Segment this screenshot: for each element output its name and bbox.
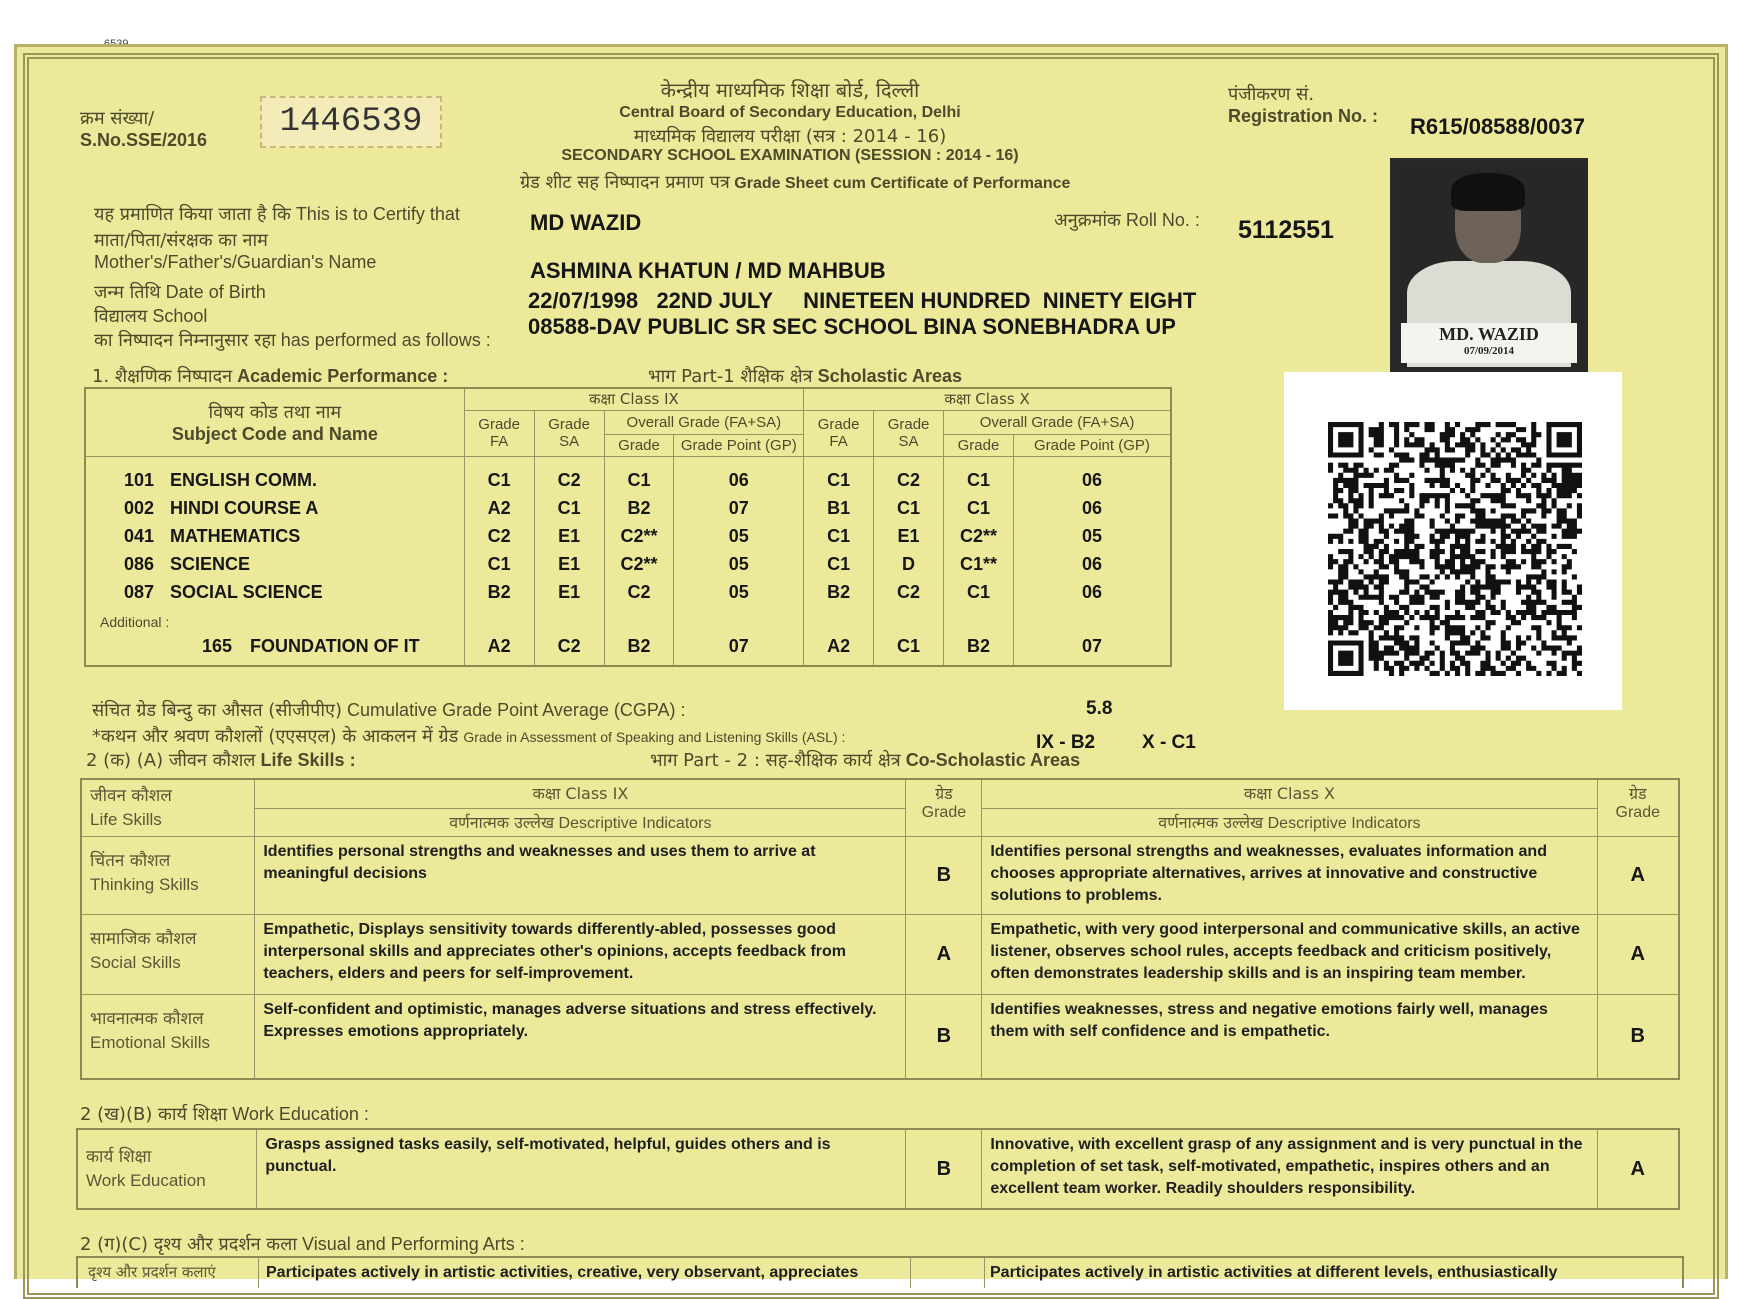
class-x-grade-sa: C1 bbox=[874, 494, 944, 522]
class-ix-grade-sa: C2 bbox=[534, 466, 604, 494]
life-class-ix-header: कक्षा Class IX bbox=[255, 779, 906, 808]
subject-name: HINDI COURSE A bbox=[170, 497, 319, 518]
life-skills-col-en: Life Skills bbox=[90, 810, 162, 829]
life-skill-desc-x: Identifies personal strengths and weaknesses, evaluates information and chooses appropriate alternatives, arrives at innovative and constructive solutions to problems. bbox=[982, 837, 1597, 915]
part1-heading-hi: भाग Part-1 शैक्षिक क्षेत्र bbox=[648, 366, 813, 387]
class-x-grade-sa: C2 bbox=[874, 578, 944, 606]
class-x-overall-grade: C2** bbox=[944, 522, 1014, 550]
photo-caption-name: MD. WAZID bbox=[1439, 324, 1539, 344]
subject-row bbox=[85, 466, 1171, 494]
subject-cell bbox=[85, 578, 464, 606]
class-ix-grade-fa: B2 bbox=[464, 578, 534, 606]
part2-heading-hi: भाग Part - 2 : सह-शैक्षिक कार्य क्षेत्र bbox=[650, 750, 901, 771]
subject-name: MATHEMATICS bbox=[170, 525, 301, 546]
class-x-grade-point: 06 bbox=[1013, 550, 1171, 578]
work-education-table bbox=[76, 1128, 1680, 1210]
registration-label-en: Registration No. : bbox=[1228, 106, 1379, 126]
life-desc-ix-en: Descriptive Indicators bbox=[558, 814, 712, 832]
subject-cell bbox=[85, 550, 464, 578]
academic-heading bbox=[92, 364, 448, 388]
class-x-grade-point: 06 bbox=[1013, 494, 1171, 522]
grade-point-x: Grade Point (GP) bbox=[1013, 434, 1171, 456]
life-skill-row bbox=[81, 995, 1679, 1079]
part1-heading bbox=[648, 364, 962, 388]
work-education-skill-en: Work Education bbox=[86, 1171, 206, 1190]
class-x-overall-grade: C1 bbox=[944, 494, 1014, 522]
life-desc-x-en: Descriptive Indicators bbox=[1267, 814, 1421, 832]
life-skills-col-hi: जीवन कौशल bbox=[90, 786, 172, 806]
qr-code-panel bbox=[1284, 372, 1622, 710]
subject-name: ENGLISH COMM. bbox=[170, 469, 317, 490]
life-skill-grade-x: A bbox=[1597, 915, 1679, 995]
subject-header-en: Subject Code and Name bbox=[171, 423, 378, 444]
dob-label-hi: जन्म तिथि bbox=[94, 282, 161, 303]
class-ix-grade-sa: E1 bbox=[534, 578, 604, 606]
visual-arts-row bbox=[76, 1256, 1684, 1288]
class-ix-overall-grade: C2 bbox=[604, 578, 674, 606]
class-ix-grade-point: 07 bbox=[674, 606, 804, 666]
class-x-grade-fa: C1 bbox=[804, 522, 874, 550]
life-skills-heading-hi: 2 (क) (A) जीवन कौशल bbox=[86, 750, 256, 771]
class-x-overall-grade: C1 bbox=[944, 578, 1014, 606]
grade-fa-x: Grade FA bbox=[804, 410, 874, 456]
life-skill-grade-ix: B bbox=[906, 995, 982, 1079]
class-x-grade-sa: D bbox=[874, 550, 944, 578]
class-x-grade-fa: C1 bbox=[804, 466, 874, 494]
work-education-skill-hi: कार्य शिक्षा bbox=[86, 1147, 152, 1167]
board-name-en: Central Board of Secondary Education, Delhi bbox=[619, 104, 961, 121]
visual-arts-desc-x: Participates actively in artistic activities at different levels, enthusiastically bbox=[990, 1264, 1558, 1281]
life-desc-x-header bbox=[982, 808, 1597, 837]
class-ix-grade-sa: C2 bbox=[534, 606, 604, 666]
class-x-overall-grade: C1 bbox=[944, 466, 1014, 494]
grade-point-ix: Grade Point (GP) bbox=[674, 434, 804, 456]
photo-caption bbox=[1401, 323, 1577, 363]
life-skill-desc-x: Empathetic, with very good interpersonal and communicative skills, an active listener, observes school rules, accepts feedback and criticism positively, often demonstrates leadership skills and is an inspiring team member. bbox=[982, 915, 1597, 995]
registration-number: R615/08588/0037 bbox=[1410, 114, 1585, 139]
subject-cell bbox=[85, 494, 464, 522]
roll-label bbox=[1054, 208, 1200, 232]
class-x-grade-fa: B2 bbox=[804, 578, 874, 606]
roll-label-hi: अनुक्रमांक bbox=[1054, 210, 1121, 231]
subject-row bbox=[85, 494, 1171, 522]
life-skill-name-hi: चिंतन कौशल bbox=[90, 851, 171, 871]
date-of-birth: 22/07/1998 22ND JULY NINETEEN HUNDRED NINETY EIGHT bbox=[528, 288, 1197, 313]
visual-arts-skill: दृश्य और प्रदर्शन कलाएं bbox=[88, 1263, 216, 1281]
subject-code: 087 bbox=[124, 581, 155, 602]
performed-en: has performed as follows : bbox=[280, 330, 491, 350]
subject-code: 041 bbox=[124, 525, 155, 546]
class-x-overall-grade: B2 bbox=[944, 606, 1014, 666]
certify-line bbox=[94, 202, 460, 226]
part1-heading-en: Scholastic Areas bbox=[817, 366, 962, 386]
work-education-row bbox=[77, 1129, 1679, 1209]
subject-code: 165 bbox=[202, 636, 233, 656]
class-ix-grade-fa: C1 bbox=[464, 550, 534, 578]
asl-ix: IX - B2 bbox=[1036, 732, 1096, 753]
class-x-grade-sa: C2 bbox=[874, 466, 944, 494]
school-label-hi: विद्यालय bbox=[94, 306, 148, 327]
qr-code bbox=[1328, 422, 1582, 676]
class-ix-grade-fa: A2 bbox=[464, 494, 534, 522]
life-skill-name bbox=[81, 995, 255, 1079]
class-x-grade-fa: B1 bbox=[804, 494, 874, 522]
life-class-x-header: कक्षा Class X bbox=[982, 779, 1597, 808]
academic-table bbox=[84, 387, 1172, 667]
performed-label bbox=[94, 328, 491, 352]
life-skill-grade-ix: B bbox=[906, 837, 982, 915]
student-name: MD WAZID bbox=[530, 210, 642, 235]
subject-code: 086 bbox=[124, 553, 155, 574]
board-name-hi: केन्द्रीय माध्यमिक शिक्षा बोर्ड, दिल्ली bbox=[660, 78, 920, 102]
class-x-grade-point: 05 bbox=[1013, 522, 1171, 550]
class-x-grade-sa: C1 bbox=[874, 606, 944, 666]
life-skill-name-en: Emotional Skills bbox=[90, 1033, 210, 1052]
part2-heading bbox=[650, 748, 1080, 772]
student-photo bbox=[1390, 158, 1588, 374]
life-skill-desc-ix: Identifies personal strengths and weaknesses and uses them to arrive at meaningful decisions bbox=[255, 837, 906, 915]
overall-x: Overall Grade (FA+SA) bbox=[944, 410, 1171, 434]
parents-name: ASHMINA KHATUN / MD MAHBUB bbox=[530, 258, 886, 283]
life-grade-x-hi: ग्रेड bbox=[1628, 784, 1647, 803]
grade-fa-ix: Grade FA bbox=[464, 410, 534, 456]
performed-hi: का निष्पादन निम्नानुसार रहा bbox=[94, 330, 276, 351]
asl-label bbox=[92, 724, 845, 748]
certify-hi: यह प्रमाणित किया जाता है कि bbox=[94, 204, 291, 225]
life-grade-ix-en: Grade bbox=[921, 804, 967, 821]
life-desc-ix-header bbox=[255, 808, 906, 837]
asl-label-en: Grade in Assessment of Speaking and Listening Skills (ASL) : bbox=[463, 729, 846, 745]
life-desc-x-hi: वर्णनात्मक उल्लेख bbox=[1158, 812, 1264, 832]
dob-label bbox=[94, 280, 266, 304]
class-x-header: कक्षा Class X bbox=[804, 388, 1171, 410]
grade-sa-ix: Grade SA bbox=[534, 410, 604, 456]
life-skills-heading-en: Life Skills : bbox=[260, 750, 356, 770]
serial-number: 1446539 bbox=[260, 96, 442, 148]
visual-arts-heading bbox=[80, 1232, 525, 1256]
class-x-grade-point: 06 bbox=[1013, 466, 1171, 494]
work-education-heading bbox=[80, 1102, 369, 1126]
life-skills-col-header bbox=[81, 779, 255, 837]
roll-number: 5112551 bbox=[1238, 216, 1334, 244]
class-x-overall-grade: C1** bbox=[944, 550, 1014, 578]
grade-x: Grade bbox=[944, 434, 1014, 456]
class-ix-grade-sa: C1 bbox=[534, 494, 604, 522]
life-grade-x-en: Grade bbox=[1615, 804, 1660, 821]
cgpa-value: 5.8 bbox=[1086, 698, 1113, 719]
subject-code: 101 bbox=[124, 469, 155, 490]
class-x-grade-sa: E1 bbox=[874, 522, 944, 550]
life-skill-name-en: Social Skills bbox=[90, 953, 181, 972]
work-education-grade-x: A bbox=[1597, 1129, 1679, 1209]
additional-subject-row bbox=[85, 606, 1171, 666]
life-skill-desc-ix: Empathetic, Displays sensitivity towards differently-abled, possesses good interpersonal skills and appreciates other's opinions, accepts feedback from teachers, elders and peers for self-improvement. bbox=[255, 915, 906, 995]
class-ix-header: कक्षा Class IX bbox=[464, 388, 803, 410]
part2-heading-en: Co-Scholastic Areas bbox=[905, 750, 1081, 770]
parent-label-hi: माता/पिता/संरक्षक का नाम bbox=[94, 230, 268, 251]
life-skill-name-en: Thinking Skills bbox=[90, 875, 199, 894]
certify-en: This is to Certify that bbox=[295, 204, 460, 224]
class-ix-grade-sa: E1 bbox=[534, 550, 604, 578]
subject-cell bbox=[85, 466, 464, 494]
sheet-title-en: Grade Sheet cum Certificate of Performance bbox=[734, 175, 1071, 192]
roll-label-en: Roll No. : bbox=[1125, 210, 1200, 230]
photo-caption-date: 07/09/2014 bbox=[1463, 345, 1515, 357]
sheet-title-hi: ग्रेड शीट सह निष्पादन प्रमाण पत्र bbox=[520, 172, 730, 193]
subject-name: FOUNDATION OF IT bbox=[250, 636, 420, 656]
additional-label: Additional : bbox=[100, 614, 170, 630]
work-education-skill bbox=[77, 1129, 257, 1209]
class-x-grade-point: 07 bbox=[1013, 606, 1171, 666]
serial-label-hi: क्रम संख्या/ bbox=[80, 108, 155, 129]
class-ix-grade-point: 05 bbox=[674, 578, 804, 606]
cgpa-label-hi: संचित ग्रेड बिन्दु का औसत (सीजीपीए) bbox=[92, 700, 343, 721]
subject-row bbox=[85, 522, 1171, 550]
class-ix-grade-point: 06 bbox=[674, 466, 804, 494]
grade-ix: Grade bbox=[604, 434, 674, 456]
class-ix-grade-point: 05 bbox=[674, 522, 804, 550]
subject-name: SCIENCE bbox=[170, 553, 251, 574]
life-skills-table bbox=[80, 778, 1680, 1080]
work-education-desc-x: Innovative, with excellent grasp of any assignment and is very punctual in the completion of set task, self-motivated, empathetic, inspires others and an excellent team worker. Readily shoulders responsibility. bbox=[982, 1129, 1597, 1209]
class-ix-overall-grade: B2 bbox=[604, 494, 674, 522]
cgpa-label-en: Cumulative Grade Point Average (CGPA) : bbox=[347, 700, 686, 720]
visual-arts-desc-ix: Participates actively in artistic activities, creative, very observant, appreciates bbox=[266, 1264, 859, 1281]
class-ix-grade-fa: C1 bbox=[464, 466, 534, 494]
visual-arts-heading-hi: 2 (ग)(C) दृश्य और प्रदर्शन कला bbox=[80, 1234, 297, 1255]
class-ix-grade-sa: E1 bbox=[534, 522, 604, 550]
class-x-grade-fa: A2 bbox=[804, 606, 874, 666]
class-ix-overall-grade: B2 bbox=[604, 606, 674, 666]
subject-cell bbox=[85, 522, 464, 550]
life-skill-row bbox=[81, 915, 1679, 995]
class-ix-grade-fa: A2 bbox=[464, 606, 534, 666]
parent-label-en: Mother's/Father's/Guardian's Name bbox=[94, 252, 377, 272]
subject-cell bbox=[85, 606, 464, 666]
subject-header bbox=[85, 388, 464, 456]
work-education-heading-hi: 2 (ख)(B) कार्य शिक्षा bbox=[80, 1104, 228, 1125]
overall-ix: Overall Grade (FA+SA) bbox=[604, 410, 804, 434]
life-skill-name-hi: सामाजिक कौशल bbox=[90, 929, 197, 949]
visual-arts-heading-en: Visual and Performing Arts : bbox=[302, 1234, 525, 1254]
asl-label-hi: *कथन और श्रवण कौशलों (एएसएल) के आकलन में ग्रेड bbox=[92, 726, 459, 747]
class-ix-overall-grade: C2** bbox=[604, 522, 674, 550]
dob-label-en: Date of Birth bbox=[165, 282, 266, 302]
life-grade-ix-hi: ग्रेड bbox=[935, 784, 953, 803]
class-ix-overall-grade: C1 bbox=[604, 466, 674, 494]
exam-name-hi: माध्यमिक विद्यालय परीक्षा (सत्र : 2014 - 16) bbox=[633, 126, 947, 147]
life-grade-x-header bbox=[1597, 779, 1679, 837]
registration-label-hi: पंजीकरण सं. bbox=[1228, 84, 1315, 105]
life-skills-heading bbox=[86, 748, 356, 772]
school-label-en: School bbox=[152, 306, 208, 326]
exam-name-en: SECONDARY SCHOOL EXAMINATION (SESSION : 2014 - 16) bbox=[561, 147, 1019, 164]
class-ix-grade-point: 05 bbox=[674, 550, 804, 578]
life-desc-ix-hi: वर्णनात्मक उल्लेख bbox=[449, 812, 555, 832]
class-ix-grade-fa: C2 bbox=[464, 522, 534, 550]
life-skill-desc-x: Identifies weaknesses, stress and negative emotions fairly well, manages them with self confidence and is empathetic. bbox=[982, 995, 1597, 1079]
class-ix-overall-grade: C2** bbox=[604, 550, 674, 578]
life-skill-name-hi: भावनात्मक कौशल bbox=[90, 1009, 204, 1029]
cgpa-label bbox=[92, 698, 686, 722]
life-grade-ix-header bbox=[906, 779, 982, 837]
life-skill-name bbox=[81, 837, 255, 915]
work-education-heading-en: Work Education : bbox=[232, 1104, 369, 1124]
subject-row bbox=[85, 550, 1171, 578]
asl-x: X - C1 bbox=[1142, 732, 1196, 753]
life-skill-grade-x: A bbox=[1597, 837, 1679, 915]
sheet-title bbox=[520, 170, 1200, 194]
work-education-desc-ix: Grasps assigned tasks easily, self-motivated, helpful, guides others and is punctual. bbox=[257, 1129, 906, 1209]
table-spacer bbox=[85, 456, 1171, 466]
academic-heading-en: Academic Performance : bbox=[237, 366, 449, 386]
work-education-grade-ix: B bbox=[906, 1129, 982, 1209]
life-skill-grade-x: B bbox=[1597, 995, 1679, 1079]
class-x-grade-point: 06 bbox=[1013, 578, 1171, 606]
school-label bbox=[94, 304, 207, 328]
subject-name: SOCIAL SCIENCE bbox=[170, 581, 323, 602]
life-skill-row bbox=[81, 837, 1679, 915]
school-name: 08588-DAV PUBLIC SR SEC SCHOOL BINA SONEBHADRA UP bbox=[528, 314, 1176, 339]
subject-header-hi: विषय कोड तथा नाम bbox=[208, 401, 342, 423]
life-skill-grade-ix: A bbox=[906, 915, 982, 995]
grade-sa-x: Grade SA bbox=[874, 410, 944, 456]
subject-code: 002 bbox=[124, 497, 155, 518]
subject-row bbox=[85, 578, 1171, 606]
serial-label-en: S.No.SSE/2016 bbox=[80, 130, 208, 150]
class-x-grade-fa: C1 bbox=[804, 550, 874, 578]
class-ix-grade-point: 07 bbox=[674, 494, 804, 522]
life-skill-desc-ix: Self-confident and optimistic, manages adverse situations and stress effectively. Expresses emotions appropriately. bbox=[255, 995, 906, 1079]
academic-heading-hi: 1. शैक्षणिक निष्पादन bbox=[92, 366, 233, 387]
life-skill-name bbox=[81, 915, 255, 995]
